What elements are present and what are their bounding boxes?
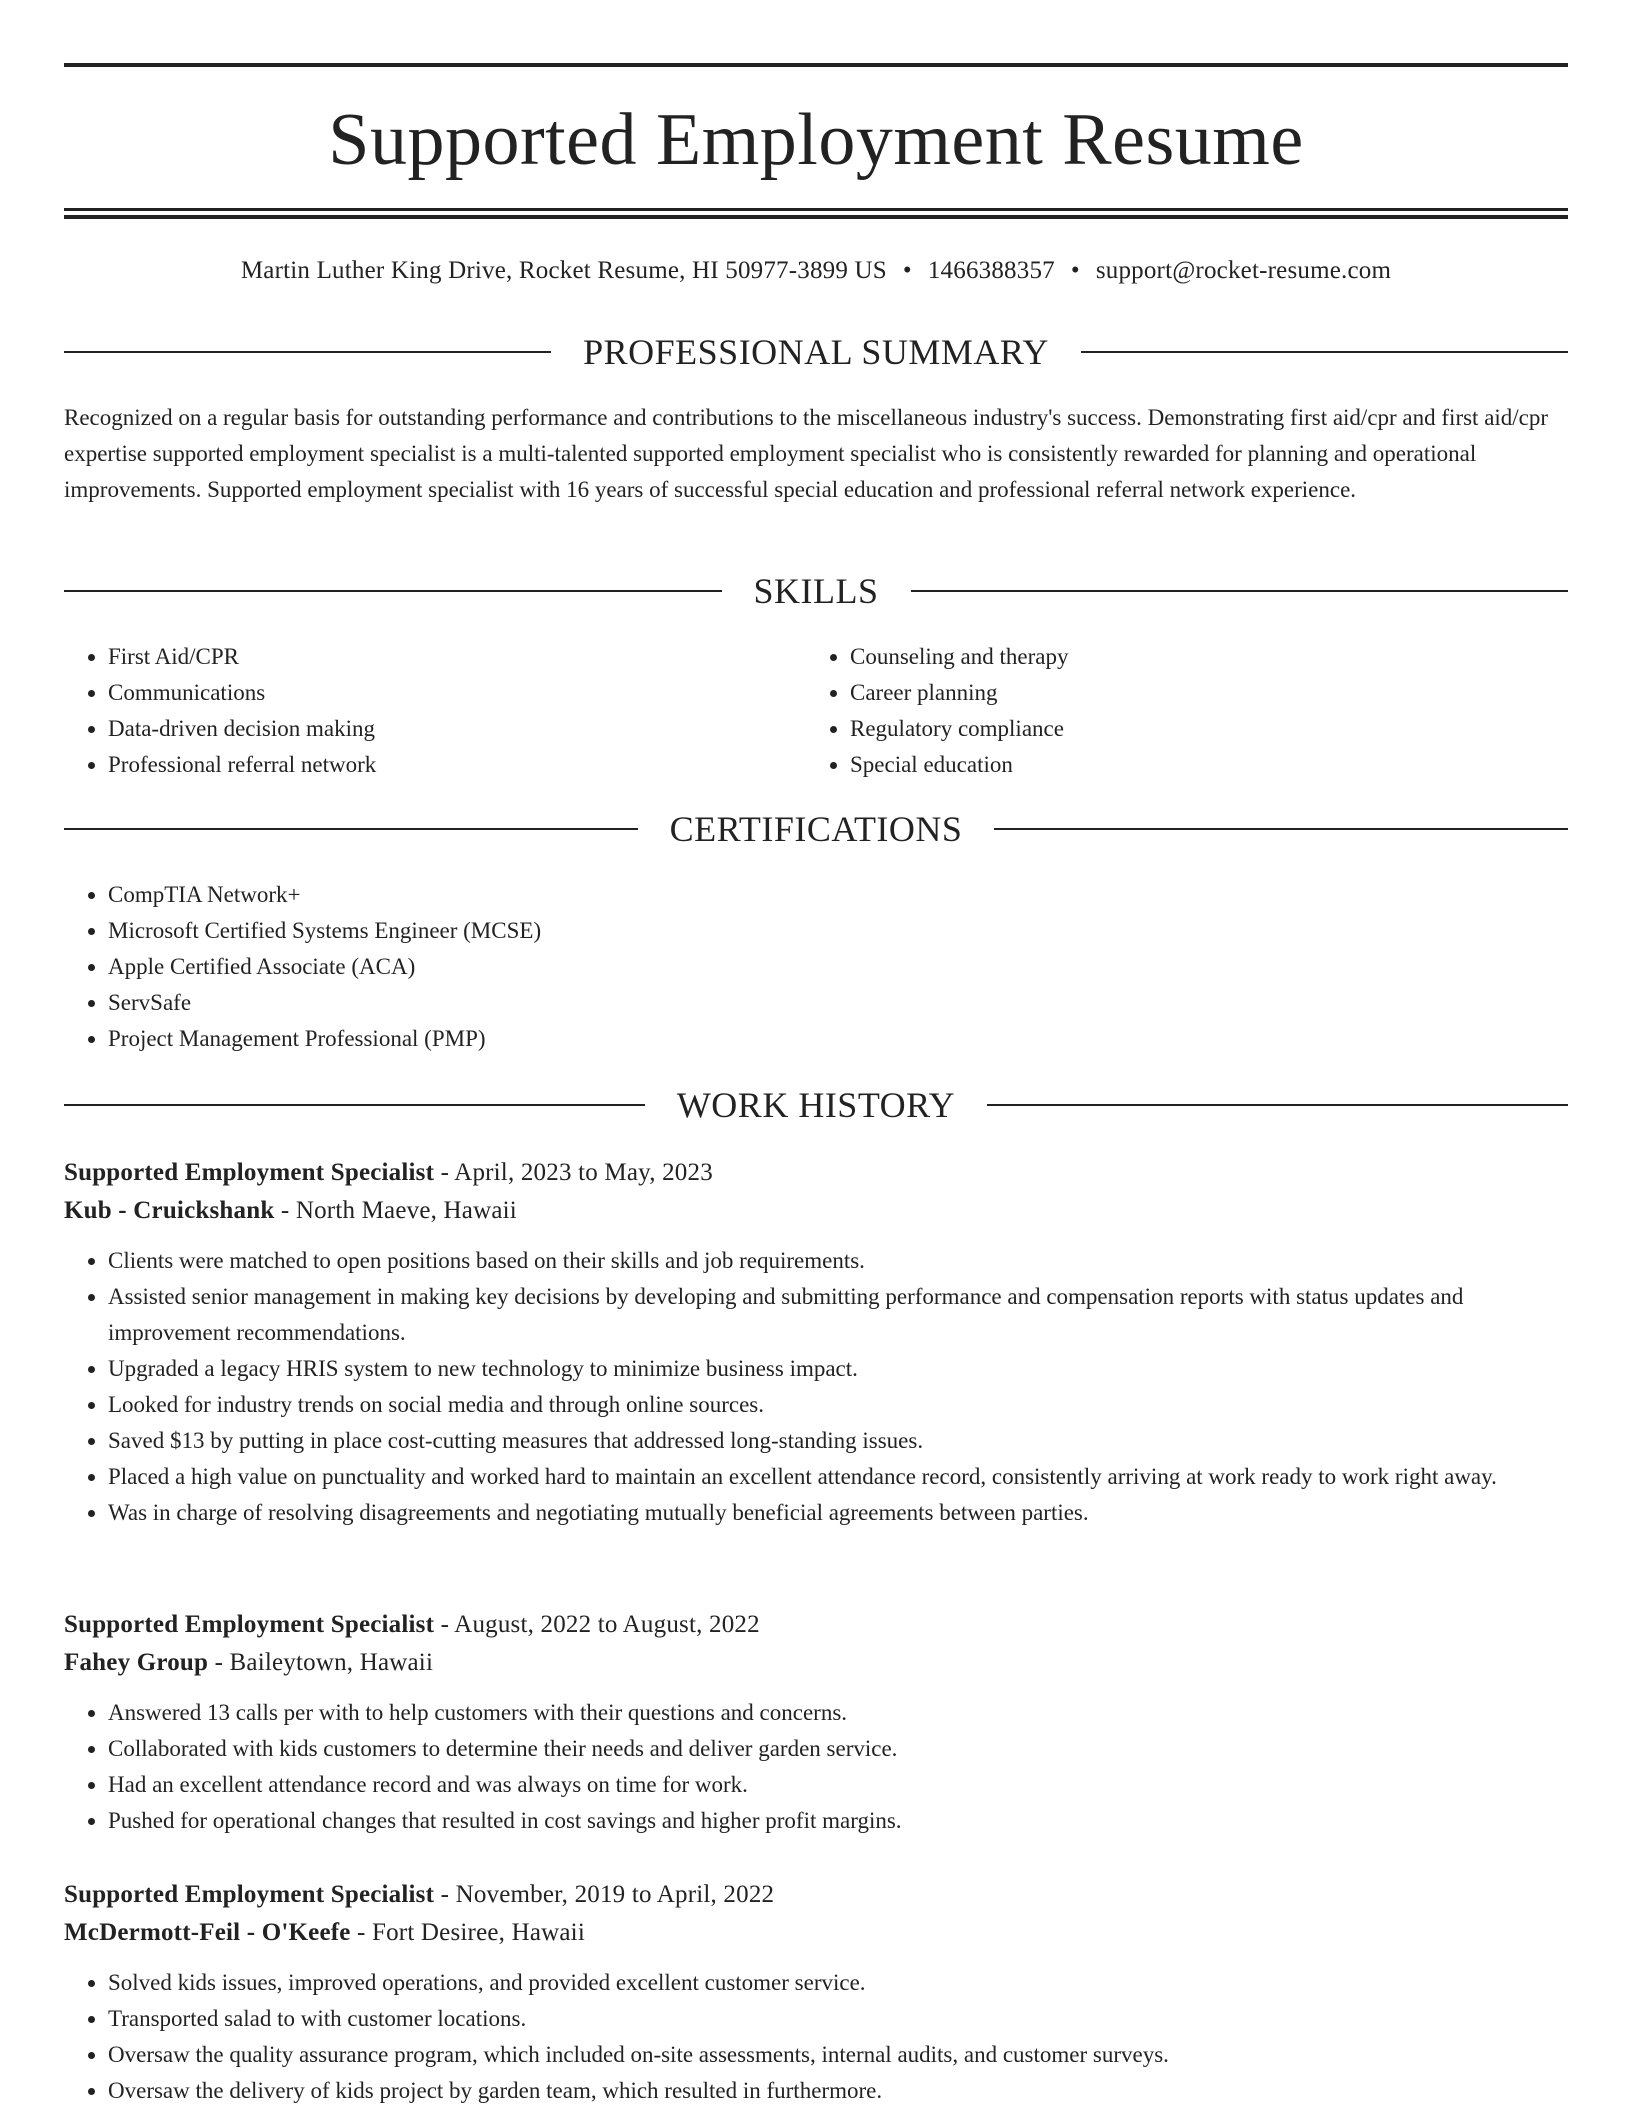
skill-item: • Special education (850, 747, 1548, 783)
job-title: Supported Employment Specialist (64, 1611, 435, 1638)
job-title-line (64, 1876, 1568, 1914)
skills-column-right (806, 639, 1548, 783)
section-heading-certifications (64, 807, 1568, 851)
job-location: - North Maeve, Hawaii (274, 1197, 517, 1224)
job-bullet: • Upgraded a legacy HRIS system to new technology to minimize business impact. (108, 1351, 1568, 1387)
skill-item: • Communications (108, 675, 806, 711)
job-bullet: • Oversaw the quality assurance program, which included on-site assessments, internal audits, and customer surveys. (108, 2037, 1568, 2073)
heading-rule (987, 1104, 1568, 1106)
job-title-line (64, 1154, 1568, 1192)
certifications-list (64, 877, 1568, 1057)
job-entry (64, 1876, 1568, 2109)
job-bullet: • Oversaw the delivery of kids project by garden team, which resulted in furthermore. (108, 2073, 1568, 2109)
job-company-line (64, 1914, 1568, 1952)
job-location: - Fort Desiree, Hawaii (350, 1919, 585, 1946)
job-bullet: • Had an excellent attendance record and was always on time for work. (108, 1767, 1568, 1803)
job-company: Kub - Cruickshank (64, 1197, 275, 1224)
job-company: Fahey Group (64, 1649, 209, 1676)
job-title-line (64, 1606, 1568, 1644)
skill-item: • Professional referral network (108, 747, 806, 783)
certification-item: • Project Management Professional (PMP) (108, 1021, 1568, 1057)
skills-column-left (64, 639, 806, 783)
heading-rule (994, 828, 1568, 830)
job-bullet: • Pushed for operational changes that resulted in cost savings and higher profit margins. (108, 1803, 1568, 1839)
job-title: Supported Employment Specialist (64, 1159, 435, 1186)
skill-item: • Career planning (850, 675, 1548, 711)
contact-address: Martin Luther King Drive, Rocket Resume, HI 50977-3899 US (240, 257, 887, 284)
contact-line (64, 253, 1568, 289)
contact-separator: • (902, 257, 912, 284)
job-bullets (64, 1243, 1568, 1531)
job-bullet: • Assisted senior management in making key decisions by developing and submitting performance and compensation reports with status updates and improvement recommendations. (108, 1279, 1568, 1351)
job-company: McDermott-Feil - O'Keefe (64, 1919, 351, 1946)
heading-rule (64, 828, 638, 830)
title-double-rule (64, 208, 1568, 219)
job-bullet: • Placed a high value on punctuality and worked hard to maintain an excellent attendance record, consistently arriving at work ready to work right away. (108, 1459, 1568, 1495)
certification-item: • Apple Certified Associate (ACA) (108, 949, 1568, 985)
job-entry (64, 1154, 1568, 1531)
skills-list (64, 639, 1568, 783)
section-heading-summary (64, 330, 1568, 374)
skill-item: • First Aid/CPR (108, 639, 806, 675)
job-bullet: • Looked for industry trends on social media and through online sources. (108, 1387, 1568, 1423)
contact-separator: • (1070, 257, 1080, 284)
job-dates: - November, 2019 to April, 2022 (434, 1881, 775, 1908)
job-bullet: • Solved kids issues, improved operations, and provided excellent customer service. (108, 1965, 1568, 2001)
certification-item: • Microsoft Certified Systems Engineer (MCSE) (108, 913, 1568, 949)
job-location: - Baileytown, Hawaii (208, 1649, 434, 1676)
job-bullets (64, 1965, 1568, 2109)
certification-item: • CompTIA Network+ (108, 877, 1568, 913)
skill-item: • Counseling and therapy (850, 639, 1548, 675)
section-title-summary: PROFESSIONAL SUMMARY (583, 332, 1049, 372)
job-bullet: • Transported salad to with customer locations. (108, 2001, 1568, 2037)
section-title-skills: SKILLS (753, 571, 879, 611)
certification-item: • ServSafe (108, 985, 1568, 1021)
contact-email: support@rocket-resume.com (1095, 257, 1392, 284)
job-bullet: • Collaborated with kids customers to determine their needs and deliver garden service. (108, 1731, 1568, 1767)
contact-phone: 1466388357 (927, 257, 1055, 284)
heading-rule (64, 590, 722, 592)
skill-item: • Regulatory compliance (850, 711, 1548, 747)
skill-item: • Data-driven decision making (108, 711, 806, 747)
page-title: Supported Employment Resume (328, 99, 1304, 181)
job-bullet: • Was in charge of resolving disagreements and negotiating mutually beneficial agreements between parties. (108, 1495, 1568, 1531)
heading-rule (64, 1104, 645, 1106)
section-title-certifications: CERTIFICATIONS (669, 809, 963, 849)
heading-rule (64, 351, 551, 353)
job-bullet: • Saved $13 by putting in place cost-cutting measures that addressed long-standing issues. (108, 1423, 1568, 1459)
heading-rule (911, 590, 1569, 592)
job-bullet: • Clients were matched to open positions based on their skills and job requirements. (108, 1243, 1568, 1279)
job-title: Supported Employment Specialist (64, 1881, 435, 1908)
job-bullets (64, 1695, 1568, 1839)
job-dates: - April, 2023 to May, 2023 (434, 1159, 713, 1186)
job-dates: - August, 2022 to August, 2022 (434, 1611, 760, 1638)
section-heading-skills (64, 569, 1568, 613)
section-heading-work-history (64, 1083, 1568, 1127)
job-bullet: • Answered 13 calls per with to help customers with their questions and concerns. (108, 1695, 1568, 1731)
section-title-work-history: WORK HISTORY (676, 1085, 956, 1125)
job-entry (64, 1606, 1568, 1839)
summary-text: Recognized on a regular basis for outstanding performance and contributions to the miscellaneous industry's success. Demonstrating first aid/cpr and first aid/cpr expertise supported employment specialist is a multi-talented supported employment specialist who is consistently rewarded for planning and operational improvements. Supported employment specialist with 16 years of successful special education and professional referral network experience. (64, 405, 1549, 502)
job-company-line (64, 1192, 1568, 1230)
top-rule (64, 63, 1568, 67)
job-company-line (64, 1644, 1568, 1682)
heading-rule (1081, 351, 1568, 353)
